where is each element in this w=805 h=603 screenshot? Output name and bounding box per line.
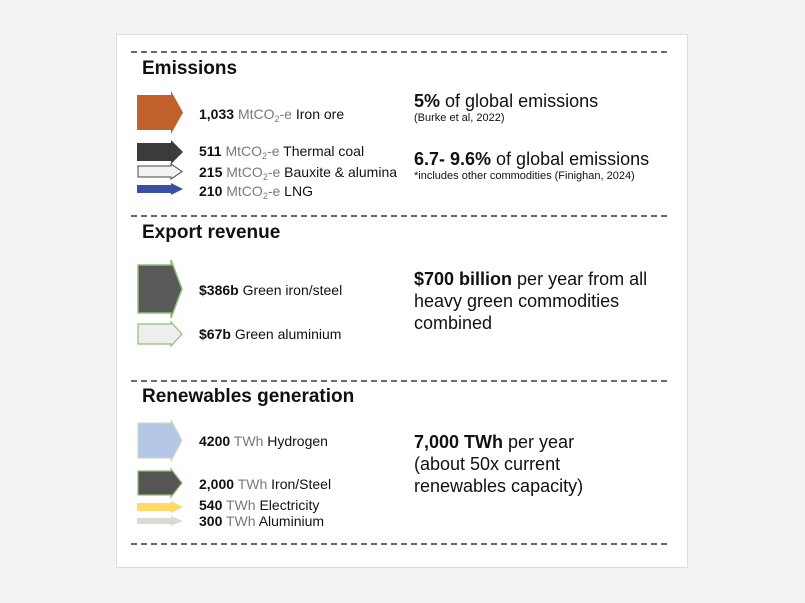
- hydrogen-label: 4200 TWh Hydrogen: [199, 433, 328, 449]
- bauxite-alumina-label: 215 MtCO$_2$-e Bauxite & alumina: [199, 164, 398, 182]
- green-iron-steel-arrow: [137, 259, 183, 319]
- emissions-heading: Emissions: [142, 58, 238, 79]
- thermal-coal-arrow: [137, 140, 183, 164]
- emissions-note-2: 6.7- 9.6% of global emissions *includes other commodities (Finighan, 2024): [414, 149, 650, 182]
- bauxite-alumina-arrow: [137, 163, 183, 180]
- iron-steel-gen-arrow: [137, 468, 183, 498]
- lng-arrow: [137, 183, 183, 195]
- divider-top: [131, 51, 667, 53]
- electricity-arrow: [137, 501, 183, 513]
- aluminium-gen-arrow: [137, 516, 183, 526]
- divider-export-renewables: [131, 380, 667, 382]
- green-aluminium-label: $67b Green aluminium: [199, 326, 342, 342]
- iron-steel-gen-label: 2,000 TWh Iron/Steel: [199, 476, 332, 492]
- renewables-heading: Renewables generation: [142, 386, 355, 407]
- hydrogen-arrow: [137, 419, 183, 462]
- iron-ore-arrow: [137, 91, 183, 134]
- iron-ore-label: 1,033 MtCO$_2$-e Iron ore: [199, 106, 345, 124]
- green-iron-steel-label: $386b Green iron/steel: [199, 282, 343, 298]
- green-aluminium-arrow: [137, 321, 183, 347]
- electricity-label: 540 TWh Electricity: [199, 497, 320, 513]
- divider-emissions-export: [131, 215, 667, 217]
- lng-label: 210 MtCO$_2$-e LNG: [199, 183, 313, 201]
- export-revenue-note: $700 billion per year from all heavy green commodities combined: [414, 269, 648, 333]
- renewables-note: 7,000 TWh per year (about 50x current renewables capacity): [414, 432, 584, 496]
- thermal-coal-label: 511 MtCO$_2$-e Thermal coal: [199, 143, 365, 161]
- emissions-note-1: 5% of global emissions (Burke et al, 2022): [414, 91, 599, 124]
- aluminium-gen-label: 300 TWh Aluminium: [199, 513, 325, 529]
- divider-bottom: [131, 543, 667, 545]
- export-revenue-heading: Export revenue: [142, 222, 281, 243]
